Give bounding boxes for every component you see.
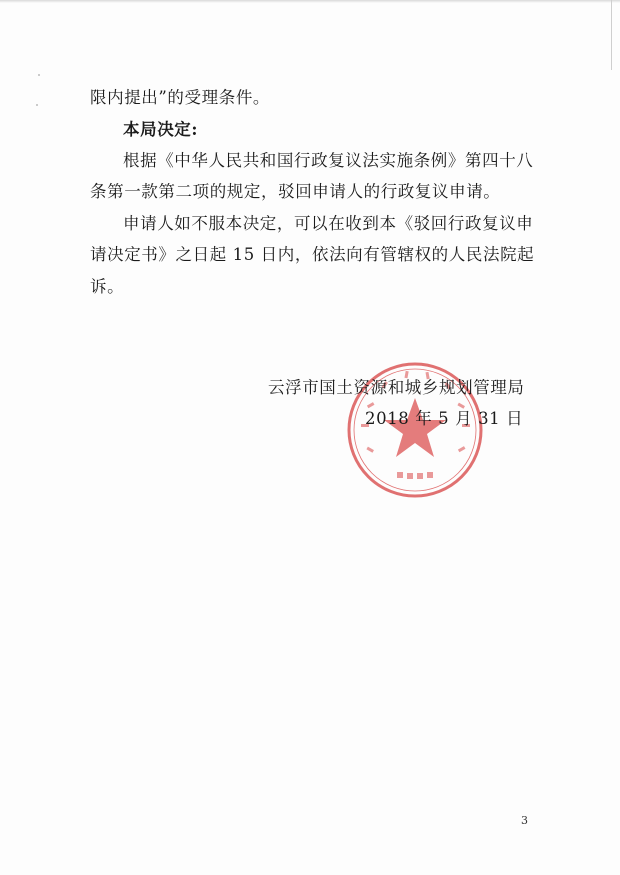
appeal-text-line: 申请人如不服本决定，可以在收到本《驳回行政复议申	[123, 214, 534, 233]
scan-artifact-line	[611, 0, 612, 70]
scan-edge	[0, 0, 620, 3]
intro-tail-text: 限内提出”的受理条件。	[90, 88, 271, 107]
appeal-text-line: 诉。	[90, 277, 125, 296]
issuer-name: 云浮市国土资源和城乡规划管理局	[268, 378, 525, 397]
page-number: 3	[521, 814, 528, 827]
decision-text-line: 条第一款第二项的规定，驳回申请人的行政复议申请。	[90, 182, 501, 201]
decision-text-line: 根据《中华人民共和国行政复议法实施条例》第四十八	[123, 151, 534, 170]
decision-heading: 本局决定:	[123, 120, 199, 139]
scan-speck	[36, 104, 38, 106]
appeal-text-line: 请决定书》之日起 15 日内，依法向有管辖权的人民法院起	[90, 245, 535, 264]
issue-date: 2018 年 5 月 31 日	[365, 409, 524, 428]
scan-speck	[38, 74, 40, 76]
